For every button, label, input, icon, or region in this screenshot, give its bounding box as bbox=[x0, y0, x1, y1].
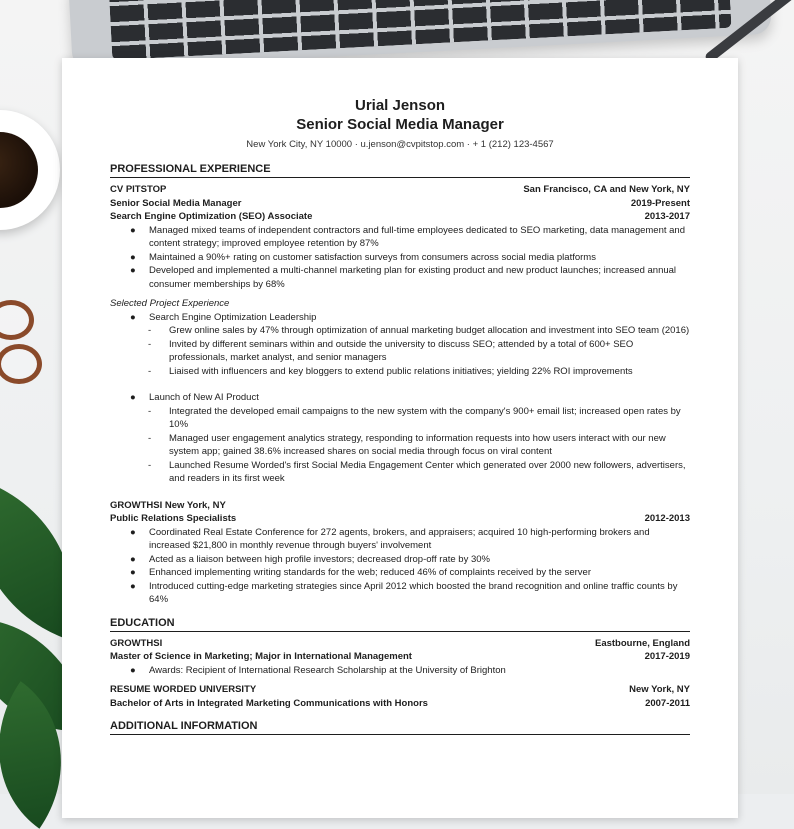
bullet-icon: ● bbox=[130, 526, 136, 538]
job-header bbox=[110, 499, 690, 513]
school-header bbox=[110, 683, 690, 697]
bullet-icon: ● bbox=[130, 567, 136, 578]
bullet-icon: ● bbox=[130, 224, 136, 236]
section-education: EDUCATION bbox=[110, 616, 690, 632]
school-header bbox=[110, 637, 690, 651]
dash-icon: - bbox=[148, 459, 152, 471]
project-item: ● Launch of New AI Product bbox=[130, 392, 259, 403]
sub-item: - Integrated the developed email campaigns to the new system with the company's 900+ email list; increased open rates by 10% bbox=[148, 405, 681, 430]
bullet-item: ● Acted as a liaison between high profile investors; decreased drop-off rate by 30% bbox=[130, 553, 490, 565]
degree-row bbox=[110, 697, 690, 711]
sub-item: - Invited by different seminars within and outside the university to discuss SEO; attended by a total of 600+ SEO professionals, market analyst, and senior managers bbox=[148, 338, 634, 363]
projects-label: Selected Project Experience bbox=[110, 298, 230, 309]
candidate-title: Senior Social Media Manager bbox=[296, 116, 504, 133]
degree-title: Master of Science in Marketing; Major in International Management bbox=[110, 651, 412, 662]
role-dates: 2013-2017 bbox=[644, 211, 690, 222]
sub-item: - Liaised with influencers and key bloggers to extend public relations initiatives; yielding 22% ROI improvements bbox=[148, 365, 633, 377]
dash-icon: - bbox=[148, 365, 152, 377]
sub-item: - Managed user engagement analytics strategy, responding to information requests into how users interact with our new system app; gained 38.6% increased shares on social media through focus on viral content bbox=[148, 432, 666, 457]
school-location: New York, NY bbox=[629, 684, 690, 695]
contact-line: New York City, NY 10000 · u.jenson@cvpitstop.com · + 1 (212) 123-4567 bbox=[246, 139, 554, 150]
role-title: Public Relations Specialists bbox=[110, 513, 237, 524]
bullet-item: ● Developed and implemented a multi-channel marketing plan for existing product and new product launches; increased annual consumer memberships by 68% bbox=[130, 265, 677, 290]
section-experience: PROFESSIONAL EXPERIENCE bbox=[110, 162, 690, 178]
role-row bbox=[110, 197, 690, 211]
degree-row bbox=[110, 650, 690, 664]
role-title: Search Engine Optimization (SEO) Associate bbox=[110, 211, 313, 222]
bullet-item: ● Introduced cutting-edge marketing strategies since April 2012 which boosted the brand recognition and online traffic counts by 64% bbox=[130, 580, 678, 605]
bullet-icon: ● bbox=[130, 392, 136, 403]
degree-dates: 2007-2011 bbox=[645, 697, 690, 709]
resume-page bbox=[62, 58, 738, 818]
bullet-icon: ● bbox=[130, 251, 136, 263]
project-item: ● Search Engine Optimization Leadership bbox=[130, 311, 317, 323]
bullet-item: ● Maintained a 90%+ rating on customer satisfaction surveys from consumers across social media platforms bbox=[130, 251, 596, 263]
bullet-icon: ● bbox=[130, 664, 136, 676]
candidate-name: Urial Jenson bbox=[354, 97, 446, 114]
job-location: San Francisco, CA and New York, NY bbox=[523, 184, 690, 195]
school-name: GROWTHSI bbox=[110, 637, 163, 649]
role-row bbox=[110, 512, 690, 526]
company-name: CV PITSTOP bbox=[110, 184, 167, 195]
job-header bbox=[110, 183, 690, 197]
sub-item: - Launched Resume Worded's first Social Media Engagement Center which generated over 2000 new followers, advertisers, and readers in its first week bbox=[148, 459, 686, 484]
section-additional: ADDITIONAL INFORMATION bbox=[110, 719, 690, 735]
bullet-icon: ● bbox=[130, 580, 136, 592]
dash-icon: - bbox=[148, 432, 152, 444]
bullet-icon: ● bbox=[130, 265, 136, 276]
degree-dates: 2017-2019 bbox=[644, 651, 690, 662]
bullet-item: ● Coordinated Real Estate Conference for 272 agents, brokers, and appraisers; acquired 10 high-performing brokers and increased $21,800 in monthly revenue through buyers' involvement bbox=[130, 526, 650, 551]
role-title: Senior Social Media Manager bbox=[110, 197, 242, 209]
dash-icon: - bbox=[148, 405, 152, 417]
bullet-icon: ● bbox=[130, 553, 136, 565]
company-name: GROWTHSI New York, NY bbox=[110, 499, 226, 511]
bullet-item: ● Enhanced implementing writing standards for the web; reduced 46% of complaints received by the server bbox=[130, 567, 591, 578]
school-location: Eastbourne, England bbox=[594, 637, 690, 649]
dash-icon: - bbox=[148, 325, 152, 336]
role-dates: 2012-2013 bbox=[644, 513, 690, 524]
degree-title: Bachelor of Arts in Integrated Marketing Communications with Honors bbox=[110, 697, 428, 709]
dash-icon: - bbox=[148, 338, 152, 350]
bullet-icon: ● bbox=[130, 311, 136, 323]
bullet-item: ● Managed mixed teams of independent contractors and full-time employees dedicated to SEO marketing, data management and content strategy; improved employee retention by 87% bbox=[130, 224, 686, 249]
sub-item: - Grew online sales by 47% through optimization of annual marketing budget allocation and investment into SEO team (2016) bbox=[148, 325, 690, 336]
role-dates: 2019-Present bbox=[630, 197, 690, 209]
eyeglasses bbox=[0, 300, 58, 380]
school-name: RESUME WORDED UNIVERSITY bbox=[110, 684, 257, 695]
bullet-item: ● Awards: Recipient of International Research Scholarship at the University of Brighton bbox=[130, 664, 506, 676]
role-row bbox=[110, 210, 690, 224]
